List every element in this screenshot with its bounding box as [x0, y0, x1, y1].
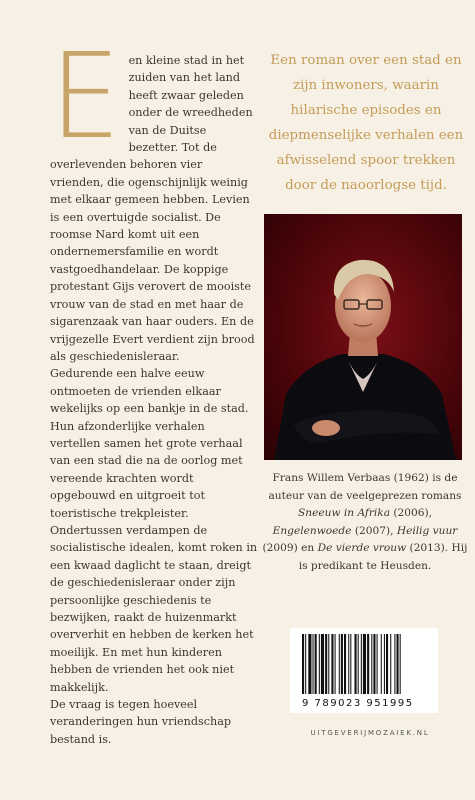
- barcode-bars: [290, 628, 438, 696]
- book-title: Engelenwoede: [272, 524, 352, 537]
- book-title: Heilig vuur: [396, 524, 458, 537]
- barcode-bar: [384, 634, 385, 694]
- barcode-bar: [373, 634, 375, 694]
- blurb-paragraph-3: De vraag is tegen hoeveel veranderingen hun vriendschap bestand is.: [50, 698, 232, 746]
- barcode-bar: [386, 634, 388, 694]
- author-portrait-illustration: [264, 214, 462, 460]
- book-title: Sneeuw in Afrika: [298, 507, 391, 519]
- barcode-bar: [315, 634, 317, 694]
- bio-text: (2007),: [351, 524, 397, 537]
- book-title: De vierde vrouw: [317, 542, 407, 554]
- bio-text: (2013). Hij is predikant te Heusden.: [298, 542, 468, 572]
- barcode-bar: [363, 634, 366, 694]
- barcode-bar: [367, 634, 369, 694]
- barcode-bar: [325, 634, 327, 694]
- publisher-url: UITGEVERIJMOZAIEK.NL: [310, 729, 430, 737]
- barcode-bar: [335, 634, 336, 694]
- barcode-bar: [321, 634, 324, 694]
- barcode-bar: [400, 634, 401, 694]
- back-cover-blurb: [49, 27, 258, 748]
- barcode-bar: [341, 634, 343, 694]
- blurb-paragraph-1: en kleine stad in het zuiden van het land heeft zwaar geleden onder de wreedheden van de Duitse bezetter. Tot de overlevenden behoren vier vrienden, die ogenschijnlijk weinig met elkaar gemeen hebben. Levien is een overtuigde socialist. De roomse Nard komt uit een ondernemersfamilie en wordt vastgoedhandelaar. De koppige protestant Gijs verovert de mooiste vrouw van de stad en met haar de sigarenzaak van haar ouders. En de vrijgezelle Evert verdient zijn brood als geschiedenisleraar.: [50, 54, 255, 363]
- barcode-bar: [361, 634, 362, 694]
- barcode-bar: [348, 634, 349, 694]
- tagline: Een roman over een stad en zijn inwoners, waarin hilarische episodes en diepmenselijke verhalen een afwisselend spoor trekken door de naoorlogse tijd.: [268, 53, 464, 193]
- bio-text: (2006),: [390, 507, 432, 519]
- barcode-bar: [394, 634, 395, 694]
- bio-text: (2009) en: [262, 542, 318, 554]
- barcode-bar: [302, 634, 304, 694]
- barcode-bar: [331, 634, 333, 694]
- barcode-bar: [371, 634, 372, 694]
- author-photo: [264, 214, 462, 460]
- barcode-bar: [344, 634, 346, 694]
- barcode-bar: [397, 634, 399, 694]
- barcode-bar: [319, 634, 320, 694]
- barcode-bar: [381, 634, 382, 694]
- isbn-barcode: [290, 628, 438, 713]
- barcode-bar: [358, 634, 359, 694]
- barcode-bar: [377, 634, 378, 694]
- author-bio: [260, 470, 470, 575]
- barcode-bar: [350, 634, 351, 694]
- barcode-bar: [308, 634, 311, 694]
- barcode-bar: [313, 634, 314, 694]
- isbn-number: 9 789023 951995: [302, 698, 414, 709]
- barcode-bar: [339, 634, 340, 694]
- barcode-bar: [328, 634, 329, 694]
- barcode-bar: [305, 634, 306, 694]
- barcode-bar: [355, 634, 357, 694]
- barcode-bar: [390, 634, 391, 694]
- blurb-paragraph-2: Gedurende een halve eeuw ontmoeten de vrienden elkaar wekelijks op een bankje in de stad. Hun afzonderlijke verhalen vertellen samen het grote verhaal van een stad die na de oorlog met vereende krachten wordt opgebouwd en uitgroeit tot toeristische trekpleister. Ondertussen verdampen de socialistische idealen, komt roken in een kwaad daglicht te staan, dreigt de geschiedenisleraar onder zijn persoonlijke geschiedenis te bezwijken, raakt de huizenmarkt oververhit en hebben de kerken het moeilijk. En met hun kinderen hebben de vrienden het ook niet makkelijk.: [50, 367, 258, 694]
- drop-cap-letter: E: [49, 27, 121, 165]
- bio-text: Frans Willem Verbaas (1962) is de auteur van de veelgeprezen romans: [268, 472, 462, 502]
